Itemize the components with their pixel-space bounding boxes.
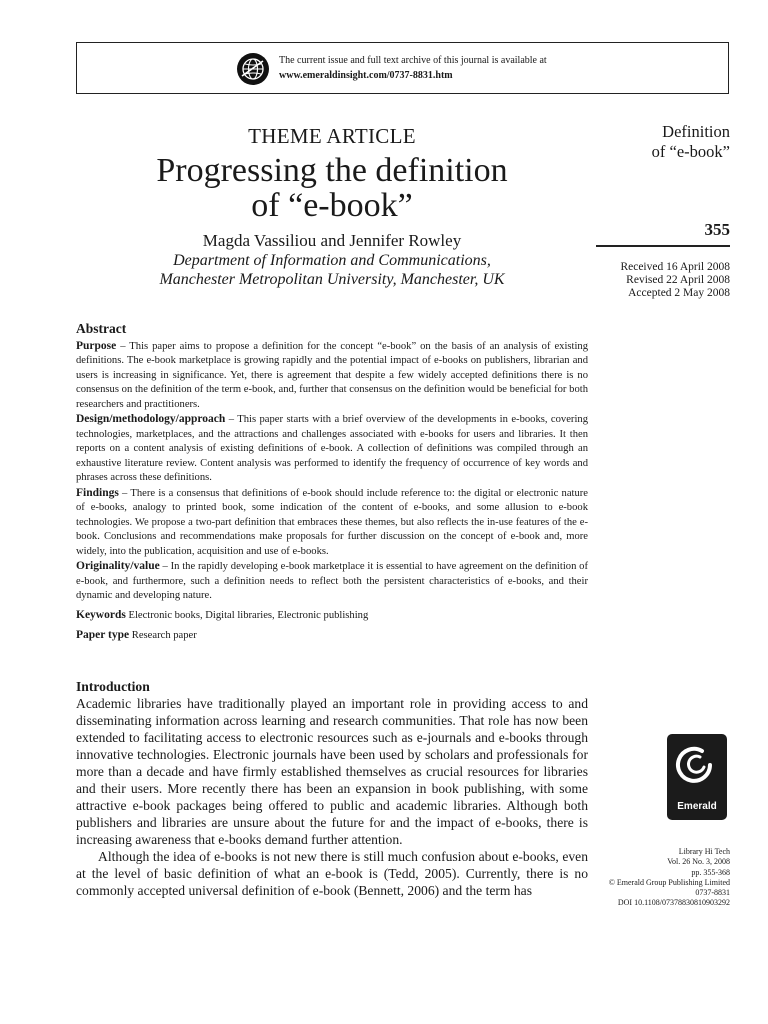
design-text: – This paper starts with a brief overview of the developments in e-books, covering technologies, marketplaces, and the attractions and challenges associated with e-books for users and libraries. It then reports on a content analysis of existing definitions of e-book. A collection of definitions was compiled through an exhaustive literature review. Content analysis was performed to identify the frequency of occurrence of key words and phrases across these definitions.: [76, 414, 588, 483]
notice-text: [279, 53, 547, 83]
abstract-paper-type: [76, 628, 588, 644]
running-head: [596, 122, 730, 162]
purpose-text: – This paper aims to propose a definition for the concept “e-book” on the basis of an analysis of existing definitions. The e-book marketplace is growing rapidly and the potential impact of e-books on publishers, librarian and users is increasing in significance. Yet, there is agreement that despite a few widely accepted definitions there is no consensus on the definition of the term e-book, and, further that consensus on the definition would be beneficial for both researchers and practitioners.: [76, 340, 588, 410]
journal-volume: Vol. 26 No. 3, 2008: [667, 857, 730, 867]
keywords-text: Electronic books, Digital libraries, Electronic publishing: [125, 609, 369, 621]
submission-dates: [596, 261, 730, 300]
emerald-swirl-icon: [674, 741, 720, 797]
findings-text: – There is a consensus that definitions of e-book should include reference to: the digital or electronic nature of e-books, analogy to printed book, some indication of the content of e-books, and some allusion to e-book technologies. We propose a two-part definition that embraces these themes, but also reflects the in-use features of the e-book. Conclusions and recommendations make proposals for further discussion on the concept of e-book and, more widely, into the publication, acquisition and use of e-books.: [76, 487, 588, 557]
design-label: Design/methodology/approach: [76, 413, 226, 425]
originality-label: Originality/value: [76, 560, 160, 572]
abstract-section: [76, 322, 588, 644]
paper-type-text: Research paper: [129, 630, 197, 641]
paper-type-label: Paper type: [76, 629, 130, 641]
introduction-paragraph-1: Academic libraries have traditionally played an important role in providing access to and disseminating information across learning and research communities. That role has now been extended to facilitating access to electronic resources such as e-journals and e-books through innovative technologies. Electronic journals have been used by scholars and professionals for more than a decade and have firmly established themselves as crucial resources for libraries and their users. More recently there has been an expansion in book publishing, with some attractive e-book packages being offered to public and academic libraries. Although both publishers and libraries are unsure about the future for and the impact of e-books, there is increasing awareness that e-books demand further attention.: [76, 696, 588, 847]
introduction-heading: Introduction: [76, 679, 150, 694]
theme-label: THEME ARTICLE: [248, 124, 416, 148]
copyright: © Emerald Group Publishing Limited: [608, 877, 730, 887]
accepted-date: Accepted 2 May 2008: [628, 287, 730, 299]
affiliation-line-2: Manchester Metropolitan University, Manchester, UK: [159, 271, 505, 288]
page-number-rule: [596, 245, 730, 247]
abstract-findings: [76, 486, 588, 560]
abstract-design: [76, 412, 588, 486]
title-line-2: of “e-book”: [251, 187, 413, 224]
affiliation-line-1: Department of Information and Communications,: [173, 252, 491, 269]
received-date: Received 16 April 2008: [620, 261, 730, 273]
running-head-line-1: Definition: [662, 122, 730, 141]
findings-label: Findings: [76, 486, 119, 499]
issn: 0737-8831: [695, 888, 730, 898]
journal-info: [586, 847, 730, 909]
introduction-section: [76, 678, 588, 899]
purpose-label: Purpose: [76, 339, 117, 352]
abstract-purpose: [76, 339, 588, 413]
journal-pages: pp. 355-368: [691, 867, 730, 877]
logo-wordmark: Emerald: [677, 801, 717, 812]
affiliation: [76, 251, 588, 289]
abstract-heading: Abstract: [76, 321, 127, 336]
emerald-logo: [667, 734, 727, 820]
article-title: [76, 153, 588, 223]
abstract-keywords: [76, 608, 588, 624]
revised-date: Revised 22 April 2008: [626, 274, 730, 286]
title-line-1: Progressing the definition: [156, 152, 508, 189]
keywords-label: Keywords: [76, 608, 126, 621]
authors: Magda Vassiliou and Jennifer Rowley: [202, 231, 462, 250]
originality-text: – In the rapidly developing e-book marketplace it is essential to have agreement on the definition of e-book, and furthermore, such a definition needs to reflect both the persistent characteristics of e-books, and their dynamic and developing nature.: [76, 561, 588, 601]
globe-icon: [236, 52, 270, 86]
journal-name: Library Hi Tech: [678, 847, 730, 856]
journal-url-link[interactable]: www.emeraldinsight.com/0737-8831.htm: [279, 70, 453, 81]
journal-notice-box: [76, 42, 729, 94]
page-number: 355: [704, 220, 730, 239]
abstract-originality: [76, 559, 588, 604]
introduction-paragraph-2: Although the idea of e-books is not new there is still much confusion about e-books, even at the level of basic definition of what an e-book is (Tedd, 2005). Currently, there is no commonly accepted universal definition of e-book (Bennett, 2006) and the term has: [76, 849, 588, 898]
running-head-line-2: of “e-book”: [651, 142, 730, 161]
notice-line: The current issue and full text archive of this journal is available at: [279, 55, 547, 66]
doi: DOI 10.1108/07378830810903292: [617, 898, 730, 908]
